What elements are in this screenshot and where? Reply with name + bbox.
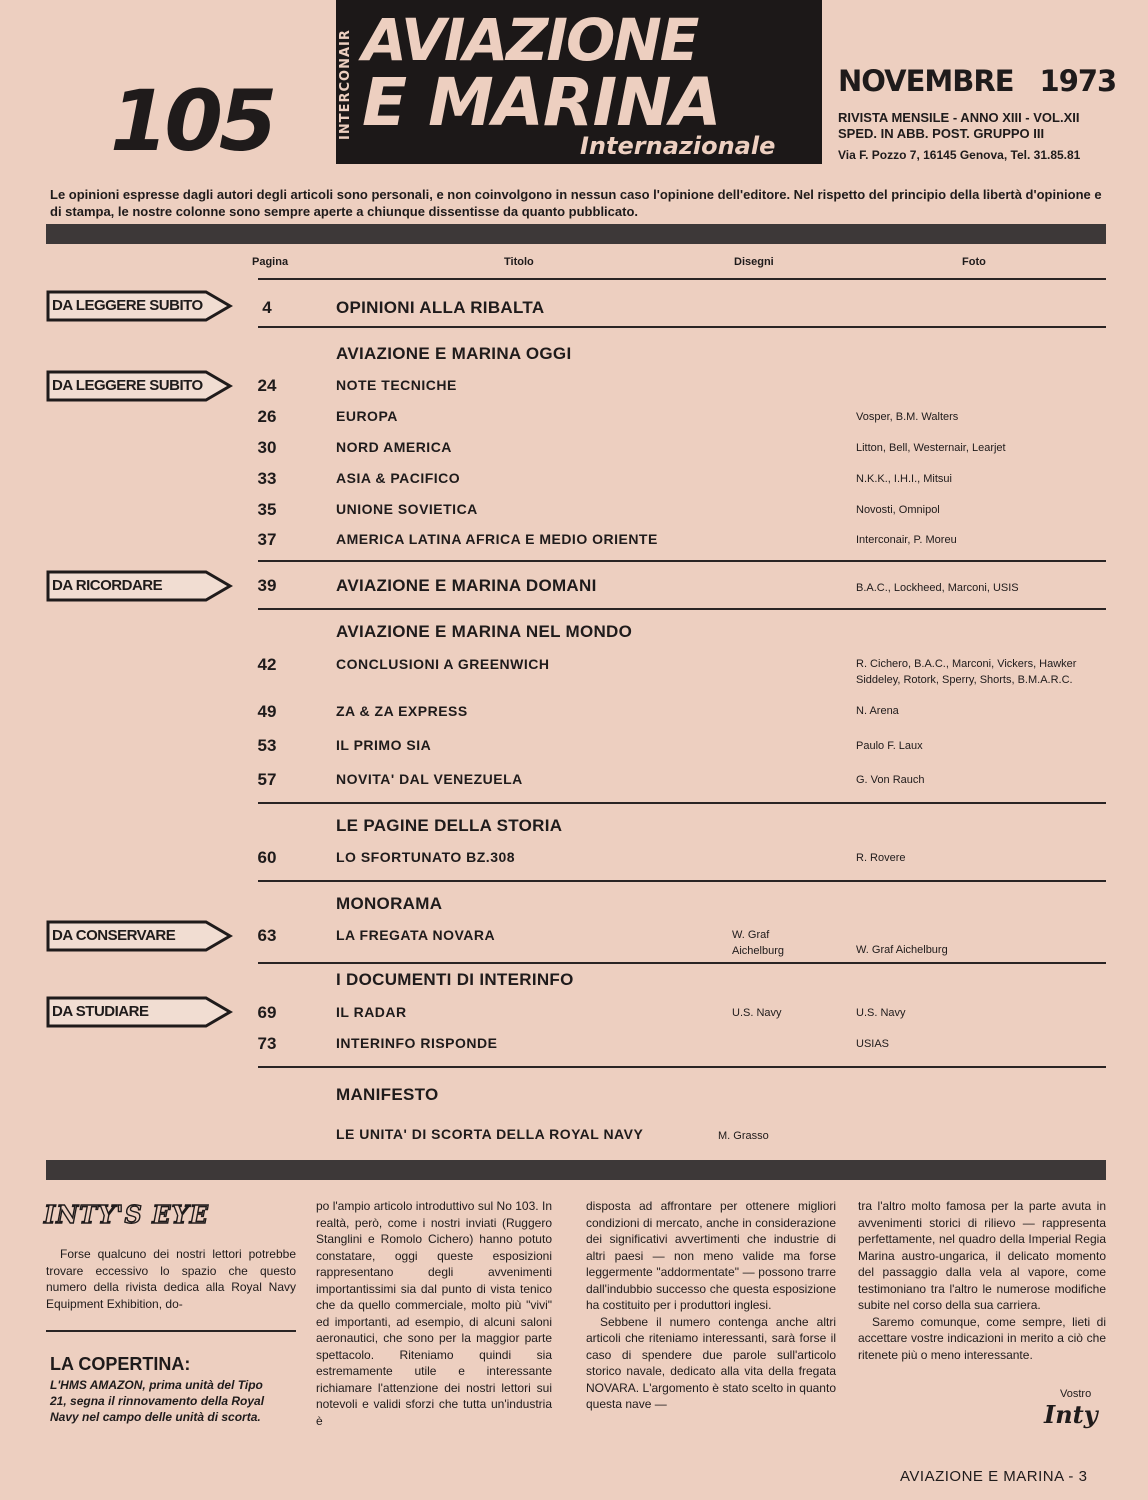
toc-photos: R. Cichero, B.A.C., Marconi, Vickers, Hawker Siddeley, Rotork, Sperry, Shorts, B.M.A.R.C. [856,658,1077,686]
editorial-paragraph: disposta ad affrontare per ottenere migliori condizioni di mercato, anche in considerazione dei significativi avvertimenti che industrie di altri paesi — non meno valide ma forse leggermente "addormentate" — possono trarre dall'indubbio successo che questa esposizione ha costituito per i produttori inglesi. [586,1199,836,1312]
disclaimer: Le opinioni espresse dagli autori degli articoli sono personali, e non coinvolgono in nessun caso l'opinione dell'editore. Nel rispetto del principio della libertà d'opinione e di stampa, le nostre colonne sono sempre aperte a chiunque dissentisse da quanto pubblicato. [50,187,1102,219]
issue-month: NOVEMBRE [838,64,1014,98]
toc-photos: USIAS [856,1038,890,1050]
toc-section-title: AVIAZIONE E MARINA OGGI [336,344,572,363]
toc-section-title: AVIAZIONE E MARINA NEL MONDO [336,622,633,641]
cover-caption: L'HMS AMAZON, prima unità del Tipo 21, segna il rinnovamento della Royal Navy nel campo delle unità di scorta. [50,1378,265,1424]
toc-page: 53 [257,736,277,755]
editorial-paragraph: tra l'altro molto famosa per la parte avuta in avvenimenti storici di rilievo — rappresenta perfettamente, nel quadro della Imperial Regia Marina austro-ungarica, il delicato momento del passaggio dalla vela al vapore, come testimoniano tra l'altro le numerose modifiche subite nel corso della sua carriera. [858,1199,1106,1312]
toc-page: 69 [257,1003,277,1022]
toc-page: 30 [257,438,277,457]
divider-rule [258,880,1106,882]
column-header-drawings: Disegni [734,256,774,268]
toc-title: ASIA & PACIFICO [336,470,461,486]
editorial-paragraph: Saremo comunque, come sempre, lieti di accettare vostre indicazioni in merito a ciò che ritenete più o meno interessante. [858,1314,1106,1362]
editorial-column-2 [316,1198,552,1429]
toc-title: NORD AMERICA [336,439,452,455]
toc-page: 26 [257,407,277,426]
editorial-paragraph: Forse qualcuno dei nostri lettori potrebbe trovare eccessivo lo spazio che questo numero della rivista dedica alla Royal Navy Equipment Exhibition, do- [46,1247,296,1311]
toc-photos: R. Rovere [856,852,906,864]
toc-title: NOVITA' DAL VENEZUELA [336,771,523,787]
column-header-page: Pagina [252,256,289,268]
toc-photos: N.K.K., I.H.I., Mitsui [856,473,952,485]
toc-title: LA FREGATA NOVARA [336,927,496,943]
header-address: Via F. Pozzo 7, 16145 Genova, Tel. 31.85.81 [838,148,1081,162]
toc-page: 39 [257,576,277,595]
toc-page: 73 [257,1034,277,1053]
toc-page: 49 [257,702,277,721]
issue-number: 105 [110,72,274,170]
toc-photos: Litton, Bell, Westernair, Learjet [856,442,1006,454]
header-info-line1: RIVISTA MENSILE - ANNO XIII - VOL.XII [838,110,1080,125]
toc-title: UNIONE SOVIETICA [336,501,478,517]
toc-page: 33 [257,469,277,488]
toc-title: NOTE TECNICHE [336,377,457,393]
editorial-paragraph: Sebbene il numero contenga anche altri articoli che riteniamo interessanti, sarà forse il caso di spendere due parole sull'articolo storico navale, dedicato alla vita della fregata NOVARA. L'argomento è stato scelto in quanto questa nave — [586,1314,836,1411]
toc-title: AVIAZIONE E MARINA DOMANI [336,576,597,595]
tag-label: DA LEGGERE SUBITO [52,297,203,314]
toc-drawings: M. Grasso [718,1130,769,1142]
toc-title: INTERINFO RISPONDE [336,1035,498,1051]
intys-eye-logo: INTY'S EYE [44,1200,209,1229]
toc-photos: Novosti, Omnipol [856,504,940,516]
divider-rule [258,608,1106,610]
toc-title: IL RADAR [336,1004,407,1020]
editorial-closing: Vostro [1060,1388,1092,1400]
issue-year: 1973 [1039,64,1117,98]
tag-label: DA STUDIARE [52,1003,149,1020]
masthead-title-line1: AVIAZIONE [362,6,698,74]
page-footer: AVIAZIONE E MARINA - 3 [900,1468,1088,1485]
toc-photos: U.S. Navy [856,1007,906,1019]
toc-photos: W. Graf Aichelburg [856,944,948,956]
divider-rule [258,326,1106,328]
toc-page: 4 [262,298,272,317]
toc-title: IL PRIMO SIA [336,737,432,753]
divider-rule [258,802,1106,804]
toc-page: 37 [257,530,277,549]
divider-rule [258,278,1106,280]
toc-page: 57 [257,770,277,789]
toc-title: AMERICA LATINA AFRICA E MEDIO ORIENTE [336,531,658,547]
toc-section-title: LE PAGINE DELLA STORIA [336,816,563,835]
tag-arrow [46,918,232,954]
divider-bar-top [46,224,1106,244]
masthead-title-line2: E MARINA [362,64,721,141]
header-info-line2: SPED. IN ABB. POST. GRUPPO III [838,126,1045,141]
divider-rule [258,962,1106,964]
masthead-title-line3: Internazionale [580,132,776,160]
toc-drawings: U.S. Navy [732,1007,782,1019]
toc-section-title: MONORAMA [336,894,443,913]
toc-photos: G. Von Rauch [856,774,925,786]
toc-photos: N. Arena [856,705,899,717]
toc-photos: Paulo F. Laux [856,740,923,752]
tag-arrow [46,568,232,604]
toc-page: 60 [257,848,277,867]
cover-heading: LA COPERTINA: [50,1354,191,1374]
toc-page: 35 [257,500,277,519]
tag-label: DA CONSERVARE [52,927,176,944]
toc-title: OPINIONI ALLA RIBALTA [336,298,545,317]
toc-title: LO SFORTUNATO BZ.308 [336,849,516,865]
editorial-column-4 [858,1198,1106,1363]
editorial-paragraph: po l'ampio articolo introduttivo sul No 103. In realtà, però, come i nostri inviati (Ruggero Stanglini e Romolo Cichero) hanno potuto constatare, oggi queste esposizioni rappresentano degli avvenimenti importantissimi sia dal punto di vista tenico che da quello commerciale, molto più "vivi" ed importanti, ad esempio, di alcuni saloni aeronautici, che sono per la maggior parte spettacolo. Riteniamo quindi sia estremamente utile e interessante richiamare l'attenzione dei nostri lettori sui notevoli e validi sforzi che tutta un'industria è [316,1199,552,1428]
toc-page: 42 [257,655,277,674]
toc-page: 24 [257,376,277,395]
column-header-photos: Foto [962,256,986,268]
toc-section-title: MANIFESTO [336,1085,439,1104]
editorial-signature: Inty [1044,1400,1098,1429]
toc-page: 63 [257,926,277,945]
column-header-title: Titolo [504,256,534,268]
toc-title: ZA & ZA EXPRESS [336,703,468,719]
issue-date [838,64,1116,98]
tag-arrow [46,994,232,1030]
divider-rule [258,560,1106,562]
divider-bar-bottom [46,1160,1106,1180]
tag-label: DA RICORDARE [52,577,163,594]
toc-drawings: W. Graf Aichelburg [732,929,784,957]
toc-section-title: I DOCUMENTI DI INTERINFO [336,970,574,989]
toc-photos: Vosper, B.M. Walters [856,411,959,423]
masthead-publisher: INTERCONAIR [338,29,353,141]
tag-label: DA LEGGERE SUBITO [52,377,203,394]
toc-photos: B.A.C., Lockheed, Marconi, USIS [856,582,1019,594]
editorial-column-1 [46,1246,296,1312]
toc-title: EUROPA [336,408,398,424]
toc-title: CONCLUSIONI A GREENWICH [336,656,550,672]
tag-arrow [46,368,232,404]
toc-photos: Interconair, P. Moreu [856,534,957,546]
toc-title: LE UNITA' DI SCORTA DELLA ROYAL NAVY [336,1126,644,1142]
tag-arrow [46,288,232,324]
divider-rule [46,1330,296,1332]
divider-rule [258,1066,1106,1068]
editorial-column-3 [586,1198,836,1413]
